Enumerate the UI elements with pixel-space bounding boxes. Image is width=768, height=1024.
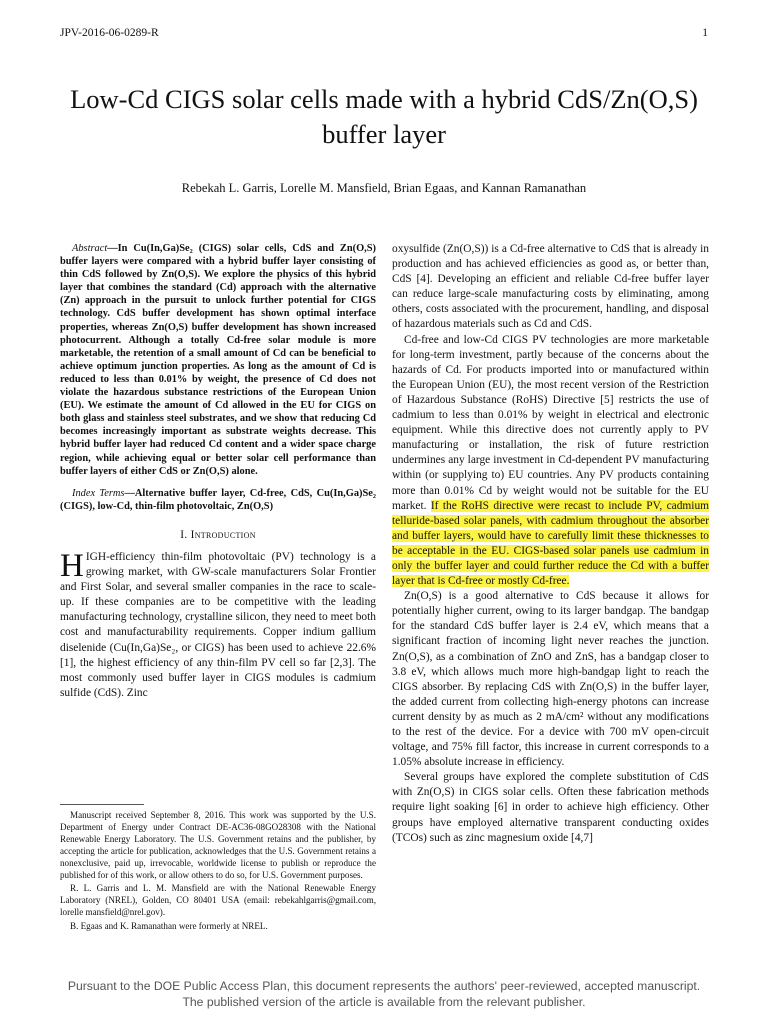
intro-paragraph (60, 547, 376, 701)
abstract-text: —In Cu(In,Ga)Se₂ (CIGS) solar cells, CdS and Zn(O,S) buffer layers were compared with a hybrid buffer layer consisting of thin CdS followed by Zn(O,S). We explore the physics of this hybrid layer that combines the standard (Cd) approach with the alternative (Zn) approach in the pursuit to unlock further potential for CIGS technology. CdS buffer development has shown optimal interface properties, whereas Zn(O,S) buffer development has shown increased photocurrent. Although a totally Cd-free solar module is more marketable, the retention of a small amount of Cd can be beneficial to achieve optimum junction properties. As long as the amount of Cd is reduced to less than 0.01% by weight, the presence of Cd does not violate the hazardous substance restrictions of the European Union (EU). We estimate the amount of Cd allowed in the EU for CIGS on both glass and stainless steel substrates, and we show that reducing Cd becomes increasingly important as substrate weights decrease. This hybrid buffer layer had reduced Cd content and a wider space charge region, while achieving equal or better solar cell performance than buffer layers of either CdS or Zn(O,S) alone. (60, 243, 376, 477)
body-text: Cd-free and low-Cd CIGS PV technologies are more marketable for long-term investment, partly because of the concerns about the hazards of Cd. For products imported into or manufactured within the European Union (EU), the most recent version of the Restriction of Hazardous Substance (RoHS) Directive [5] restricts the use of cadmium to less than 0.01% by weight in electrical and electronic equipment. While this directive does not currently apply to PV manufacturing or installation, the risk of future restriction undermines any large investment in Cd-dependent PV manufacturing within (or supplying to) EU countries. Any PV products containing more than 0.01% Cd by weight would not be suitable for the EU market. (392, 333, 709, 512)
footnotes (60, 810, 376, 935)
page-number: 1 (702, 27, 708, 39)
right-column (392, 242, 709, 846)
highlighted-text: If the RoHS directive were recast to include PV, cadmium telluride-based solar panels, with cadmium throughout the absorber and buffer layers, would have to carefully limit these thicknesses to be acceptable in the EU. CIGS-based solar panels use cadmium in only the buffer layer and could further reduce the Cd with a buffer layer that is Cd-free or mostly Cd-free. (392, 499, 709, 588)
notice-line: Pursuant to the DOE Public Access Plan, this document represents the authors' peer-reviewed, accepted manuscript. (67, 979, 701, 993)
index-terms-text: —Alternative buffer layer, Cd-free, CdS, Cu(In,Ga)Se₂ (CIGS), low-Cd, thin-film photovoltaic, Zn(O,S) (60, 487, 376, 512)
intro-text: IGH-efficiency thin-film photovoltaic (PV) technology is a growing market, with GW-scale manufacturers Solar Frontier and First Solar, and several smaller companies in the race to scale-up. If these companies are to be competitive with the leading manufacturing technology, crystalline silicon, they need to meet both cost and manufacturability requirements. Copper indium gallium diselenide (Cu(In,Ga)Se₂, or CIGS) has been used to achieve 22.6% [1], the highest efficiency of any thin-film PV cell so far [2,3]. The most commonly used buffer layer in CIGS modules is cadmium sulfide (CdS). Zinc (60, 550, 376, 699)
body-paragraph: Several groups have explored the complete substitution of CdS with Zn(O,S) in CIGS solar cells. Often these fabrication methods require light soaking [6] in order to achieve high efficiency. Other groups have employed alternative transparent conducting oxides (TCOs) such as zinc magnesium oxide [4,7] (392, 771, 709, 844)
abstract (60, 242, 376, 478)
author-list: Rebekah L. Garris, Lorelle M. Mansfield, Brian Egaas, and Kannan Ramanathan (181, 181, 587, 195)
index-terms (60, 487, 376, 513)
footnote: Manuscript received September 8, 2016. This work was supported by the U.S. Department of Energy under Contract DE-AC36-08GO28308 with the National Renewable Energy Laboratory. The U.S. Government retains and the publisher, by accepting the article for publication, acknowledges that the U.S. Government retains a nonexclusive, paid up, irrevocable, worldwide license to publish or reproduce the published for of this work, or allow others to do so, for U.S. Government purposes. (60, 810, 376, 880)
index-terms-lead: Index Terms (72, 487, 125, 499)
left-column (60, 242, 376, 701)
paper-title: Low-Cd CIGS solar cells made with a hybrid CdS/Zn(O,S) buffer layer (70, 84, 698, 149)
body-paragraph: Zn(O,S) is a good alternative to CdS because it allows for potentially higher current, owing to its larger bandgap. The bandgap for the standard CdS buffer layer is 2.4 eV, which means that a significant fraction of incoming light never reaches the junction. Zn(O,S), as a combination of ZnO and ZnS, has a bandgap closer to 3.8 eV, which allows much more high-bandgap light to reach the CIGS absorber. By replacing CdS with Zn(O,S) in the buffer layer, the added current from collecting high-energy photons can increase current density by as much as 2 mA/cm² without any modifications to the rest of the device. For a device with 700 mV open-circuit voltage, and 75% fill factor, this increase in current corresponds to a 1.05% absolute increase in efficiency. (392, 590, 709, 769)
footnote: B. Egaas and K. Ramanathan were formerly at NREL. (70, 921, 268, 932)
public-access-notice (0, 978, 768, 1010)
body-paragraph: oxysulfide (Zn(O,S)) is a Cd-free alternative to CdS that is already in production and has achieved efficiencies as good as, or better than, CdS [4]. Developing an efficient and reliable Cd-free buffer layer can reduce large-scale manufacturing costs by eliminating, among others, costs associated with the procurement, handling, and disposal of hazardous materials such as Cd and CdS. (392, 243, 709, 331)
body-paragraph (392, 333, 709, 590)
notice-line: The published version of the article is available from the relevant publisher. (182, 995, 586, 1009)
abstract-lead: Abstract (72, 243, 108, 254)
footnote: R. L. Garris and L. M. Mansfield are with the National Renewable Energy Laboratory (NREL), Golden, CO 80401 USA (email: rebekahlgarris@gmail.com, lorelle mansfield@nrel.gov). (60, 883, 376, 918)
section-heading: I. Introduction (180, 528, 256, 541)
drop-cap: H (60, 547, 84, 584)
footnote-divider (60, 804, 144, 805)
manuscript-id: JPV-2016-06-0289-R (60, 27, 159, 39)
